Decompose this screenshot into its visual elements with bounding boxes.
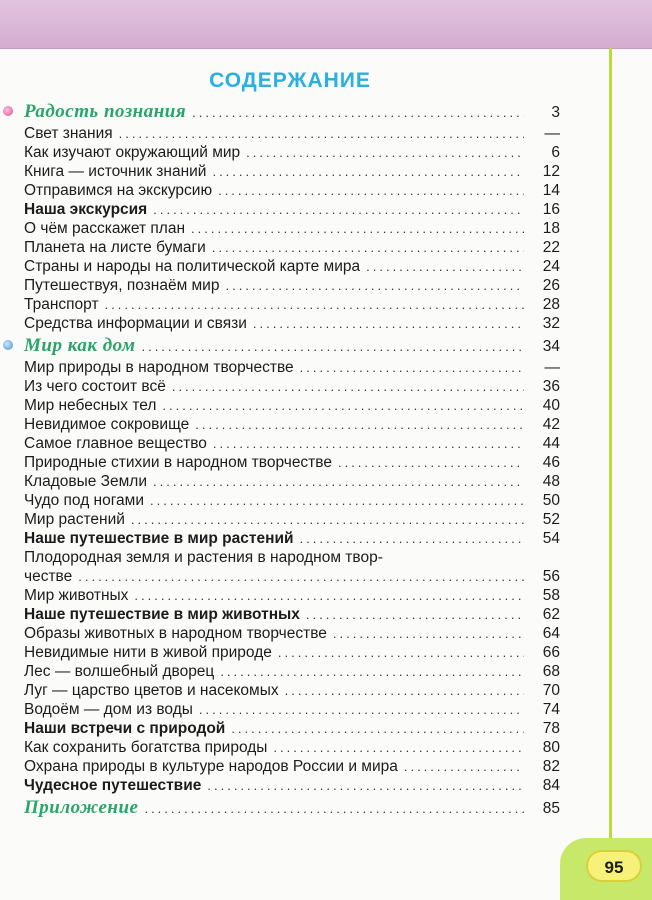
toc-entry-row[interactable] bbox=[24, 295, 560, 314]
toc-entry-row[interactable] bbox=[24, 681, 560, 700]
top-color-band bbox=[0, 0, 652, 49]
toc-entry-page: 24 bbox=[542, 258, 560, 275]
toc-entry-page: 62 bbox=[542, 606, 560, 623]
toc-entry-row[interactable] bbox=[24, 358, 560, 377]
dot-leader bbox=[404, 757, 524, 776]
dot-leader bbox=[153, 200, 524, 219]
toc-entry-page: 85 bbox=[542, 800, 560, 817]
toc-entry-label: Чудесное путешествие bbox=[24, 777, 202, 794]
dot-leader bbox=[141, 334, 524, 359]
dot-leader bbox=[199, 700, 524, 719]
toc-entry-row[interactable] bbox=[24, 738, 560, 757]
dot-leader bbox=[306, 605, 524, 624]
toc-entry-page: 48 bbox=[542, 473, 560, 490]
toc-entry-page: 70 bbox=[542, 682, 560, 699]
dot-leader bbox=[162, 396, 524, 415]
dot-leader bbox=[191, 219, 524, 238]
toc-entry-label: Мир небесных тел bbox=[24, 397, 157, 414]
toc-entry-page: 80 bbox=[542, 739, 560, 756]
dot-leader bbox=[246, 143, 524, 162]
toc-entry-page: 50 bbox=[542, 492, 560, 509]
toc-entry-label: честве bbox=[24, 568, 73, 585]
toc-entry-label: Лес — волшебный дворец bbox=[24, 663, 215, 680]
page-number: 95 bbox=[586, 850, 642, 882]
toc-entry-page: 14 bbox=[542, 182, 560, 199]
toc-entry-label: Невидимое сокровище bbox=[24, 416, 190, 433]
toc-entry-page: 18 bbox=[542, 220, 560, 237]
toc-entry-label: Планета на листе бумаги bbox=[24, 239, 206, 256]
toc-entry-label: Мир природы в народном творчестве bbox=[24, 359, 294, 376]
dot-leader bbox=[192, 100, 524, 125]
toc-entry-label: Самое главное вещество bbox=[24, 435, 207, 452]
right-margin-rule bbox=[609, 48, 612, 838]
toc-entry-row[interactable] bbox=[24, 143, 560, 162]
dot-leader bbox=[333, 624, 524, 643]
toc-entry-row[interactable] bbox=[24, 162, 560, 181]
dot-leader bbox=[150, 491, 524, 510]
toc-entry-label: Кладовые Земли bbox=[24, 473, 148, 490]
toc-entry-label: Невидимые нити в живой природе bbox=[24, 644, 272, 661]
toc-entry-page: 6 bbox=[551, 144, 560, 161]
dot-leader bbox=[172, 377, 524, 396]
toc-entry-label: Охрана природы в культуре народов России и мира bbox=[24, 758, 398, 775]
section-bullet-icon bbox=[3, 340, 13, 350]
section-bullet-icon bbox=[3, 106, 13, 116]
toc-entry-page: 12 bbox=[542, 163, 560, 180]
dot-leader bbox=[366, 257, 524, 276]
toc-entry-label: Наши встречи с природой bbox=[24, 720, 226, 737]
toc-entry-page: 64 bbox=[542, 625, 560, 642]
toc-entry-row[interactable] bbox=[24, 276, 560, 295]
toc-section-row[interactable] bbox=[24, 795, 560, 820]
dot-leader bbox=[300, 358, 524, 377]
toc-entry-page: 68 bbox=[542, 663, 560, 680]
toc-entry-page: 40 bbox=[542, 397, 560, 414]
toc-entry-row[interactable] bbox=[24, 200, 560, 219]
toc-section-row[interactable] bbox=[24, 333, 560, 358]
toc-entry-page: — bbox=[544, 359, 560, 376]
dot-leader bbox=[212, 162, 524, 181]
toc-entry-page: 32 bbox=[542, 315, 560, 332]
toc-entry-row[interactable] bbox=[24, 510, 560, 529]
toc-entry-label: Плодородная земля и растения в народном твор- bbox=[24, 549, 383, 566]
dot-leader bbox=[131, 510, 524, 529]
toc-entry-label: Свет знания bbox=[24, 125, 113, 142]
toc-entry-label: Луг — царство цветов и насекомых bbox=[24, 682, 279, 699]
toc-entry-label: Как изучают окружающий мир bbox=[24, 144, 241, 161]
dot-leader bbox=[213, 434, 524, 453]
dot-leader bbox=[300, 529, 524, 548]
dot-leader bbox=[273, 738, 524, 757]
toc-entry-row[interactable] bbox=[24, 491, 560, 510]
toc-entry-row[interactable] bbox=[24, 415, 560, 434]
dot-leader bbox=[78, 567, 524, 586]
toc-entry-page: 3 bbox=[551, 104, 560, 121]
toc-entry-row[interactable] bbox=[24, 643, 560, 662]
toc-entry-row[interactable] bbox=[24, 257, 560, 276]
toc-entry-row[interactable] bbox=[24, 700, 560, 719]
toc-entry-label: Мир растений bbox=[24, 511, 125, 528]
toc-entry-page: 54 bbox=[542, 530, 560, 547]
toc-entry-label: Из чего состоит всё bbox=[24, 378, 166, 395]
toc-entry-label: Средства информации и связи bbox=[24, 315, 247, 332]
dot-leader bbox=[212, 238, 524, 257]
toc-entry-label: Мир животных bbox=[24, 587, 129, 604]
toc-entry-label: Книга — источник знаний bbox=[24, 163, 207, 180]
toc-entry-page: 22 bbox=[542, 239, 560, 256]
toc-entry-row[interactable] bbox=[24, 529, 560, 548]
toc-entry-label: Отправимся на экскурсию bbox=[24, 182, 213, 199]
toc-entry-page: 74 bbox=[542, 701, 560, 718]
toc-entry-row[interactable] bbox=[24, 586, 560, 605]
toc-entry-label: Наше путешествие в мир растений bbox=[24, 530, 294, 547]
dot-leader bbox=[153, 472, 524, 491]
toc-entry-page: 36 bbox=[542, 378, 560, 395]
toc-entry-label: Природные стихии в народном творчестве bbox=[24, 454, 332, 471]
toc-entry-page: 78 bbox=[542, 720, 560, 737]
toc-entry-label: Водоём — дом из воды bbox=[24, 701, 193, 718]
toc-entry-label: Наша экскурсия bbox=[24, 201, 148, 218]
dot-leader bbox=[338, 453, 524, 472]
toc-entry-row[interactable] bbox=[24, 434, 560, 453]
toc-entry-row[interactable] bbox=[24, 757, 560, 776]
toc-title: СОДЕРЖАНИЕ bbox=[209, 69, 371, 92]
dot-leader bbox=[195, 415, 524, 434]
toc-entry-page: 46 bbox=[542, 454, 560, 471]
toc-entry-row[interactable] bbox=[24, 219, 560, 238]
toc-entry-row[interactable] bbox=[24, 377, 560, 396]
dot-leader bbox=[253, 314, 524, 333]
dot-leader bbox=[144, 796, 524, 821]
band-shade bbox=[0, 0, 652, 48]
dot-leader bbox=[105, 295, 524, 314]
toc-entry-page: 34 bbox=[542, 338, 560, 355]
toc-entry-row[interactable] bbox=[24, 719, 560, 738]
toc-entry-page: 44 bbox=[542, 435, 560, 452]
dot-leader bbox=[218, 181, 524, 200]
toc-section-row[interactable] bbox=[24, 99, 560, 124]
dot-leader bbox=[207, 776, 524, 795]
toc-entry-page: 42 bbox=[542, 416, 560, 433]
dot-leader bbox=[119, 124, 524, 143]
toc-entry-row[interactable] bbox=[24, 624, 560, 643]
toc-entry-row[interactable] bbox=[24, 181, 560, 200]
dot-leader bbox=[231, 719, 524, 738]
toc-entry-label: Чудо под ногами bbox=[24, 492, 144, 509]
toc-entry-row[interactable] bbox=[24, 776, 560, 795]
dot-leader bbox=[225, 276, 524, 295]
toc-entry-label: Наше путешествие в мир животных bbox=[24, 606, 300, 623]
dot-leader bbox=[285, 681, 524, 700]
toc-entry-page: 82 bbox=[542, 758, 560, 775]
toc-entry-label: Транспорт bbox=[24, 296, 99, 313]
toc-entry-row[interactable] bbox=[24, 124, 560, 143]
toc-entry-label: Приложение bbox=[24, 797, 139, 818]
toc-entry-row[interactable] bbox=[24, 453, 560, 472]
toc-entry-label: О чём расскажет план bbox=[24, 220, 186, 237]
dot-leader bbox=[220, 662, 524, 681]
toc-entry-page: 26 bbox=[542, 277, 560, 294]
toc-entry-page: 28 bbox=[542, 296, 560, 313]
toc-entry-page: — bbox=[544, 125, 560, 142]
toc-entry-row[interactable] bbox=[24, 548, 560, 567]
toc-entry-page: 84 bbox=[542, 777, 560, 794]
toc-entry-row[interactable] bbox=[24, 396, 560, 415]
toc-entry-page: 56 bbox=[542, 568, 560, 585]
toc-entry-label: Образы животных в народном творчестве bbox=[24, 625, 327, 642]
toc-entry-label: Мир как дом bbox=[24, 335, 136, 356]
table-of-contents bbox=[24, 99, 560, 820]
toc-entry-page: 16 bbox=[542, 201, 560, 218]
toc-entry-row[interactable] bbox=[24, 472, 560, 491]
toc-entry-row[interactable] bbox=[24, 567, 560, 586]
toc-entry-page: 58 bbox=[542, 587, 560, 604]
toc-entry-row[interactable] bbox=[24, 662, 560, 681]
toc-entry-label: Как сохранить богатства природы bbox=[24, 739, 268, 756]
toc-entry-page: 66 bbox=[542, 644, 560, 661]
toc-entry-row[interactable] bbox=[24, 314, 560, 333]
toc-entry-label: Радость познания bbox=[24, 101, 187, 122]
toc-entry-row[interactable] bbox=[24, 605, 560, 624]
toc-entry-row[interactable] bbox=[24, 238, 560, 257]
toc-entry-label: Путешествуя, познаём мир bbox=[24, 277, 220, 294]
dot-leader bbox=[278, 643, 524, 662]
dot-leader bbox=[134, 586, 524, 605]
toc-entry-page: 52 bbox=[542, 511, 560, 528]
toc-entry-label: Страны и народы на политической карте мира bbox=[24, 258, 361, 275]
